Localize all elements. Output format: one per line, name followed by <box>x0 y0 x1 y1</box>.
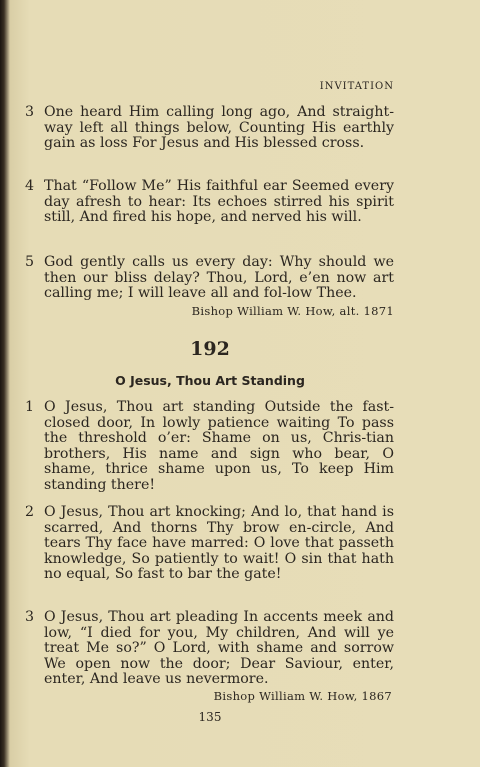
verse-text: God gently calls us every day: Why should we then our bliss delay? Thou, Lord, e’en now art calling me; I will leave all and fol-low Thee. <box>44 254 394 302</box>
verse-number: 4 <box>25 178 35 194</box>
verse-text: O Jesus, Thou art standing Outside the fast-closed door, In lowly patience waiting To pass the threshold o’er: Shame on us, Chris-tian brothers, His name and sign who bear, O shame, thrice shame upon us, To keep Him standing there! <box>44 399 394 493</box>
hymn-number: 192 <box>190 338 230 360</box>
verse-number: 1 <box>25 399 35 415</box>
hymn-title: O Jesus, Thou Art Standing <box>115 373 305 388</box>
hymn-attribution: Bishop William W. How, alt. 1871 <box>191 303 394 318</box>
section-header: INVITATION <box>319 81 394 92</box>
verse-text: O Jesus, Thou art knocking; And lo, that hand is scarred, And thorns Thy brow en-circle, And tears Thy face have marred: O love that passeth knowledge, So patiently to wait! O sin that hath no equal, So fast to bar the gate! <box>44 504 394 583</box>
verse-number: 2 <box>25 504 35 520</box>
hymn-attribution: Bishop William W. How, 1867 <box>213 689 392 703</box>
verse-number: 3 <box>25 609 35 625</box>
verse-text: That “Follow Me” His faithful ear Seemed every day afresh to hear: Its echoes stirred his spirit still, And fired his hope, and nerved his will. <box>44 178 394 226</box>
page-number: 135 <box>198 710 222 724</box>
verse-text: One heard Him calling long ago, And straight-way left all things below, Counting His earthly gain as loss For Jesus and His blessed cross. <box>44 104 394 152</box>
verse-block <box>44 255 394 319</box>
verse-number: 5 <box>25 254 35 270</box>
verse-text: O Jesus, Thou art pleading In accents meek and low, “I died for you, My children, And will ye treat Me so?” O Lord, with shame and sorrow We open now the door; Dear Saviour, enter, enter, And leave us nevermore. <box>44 609 394 688</box>
verse-number: 3 <box>25 104 35 120</box>
